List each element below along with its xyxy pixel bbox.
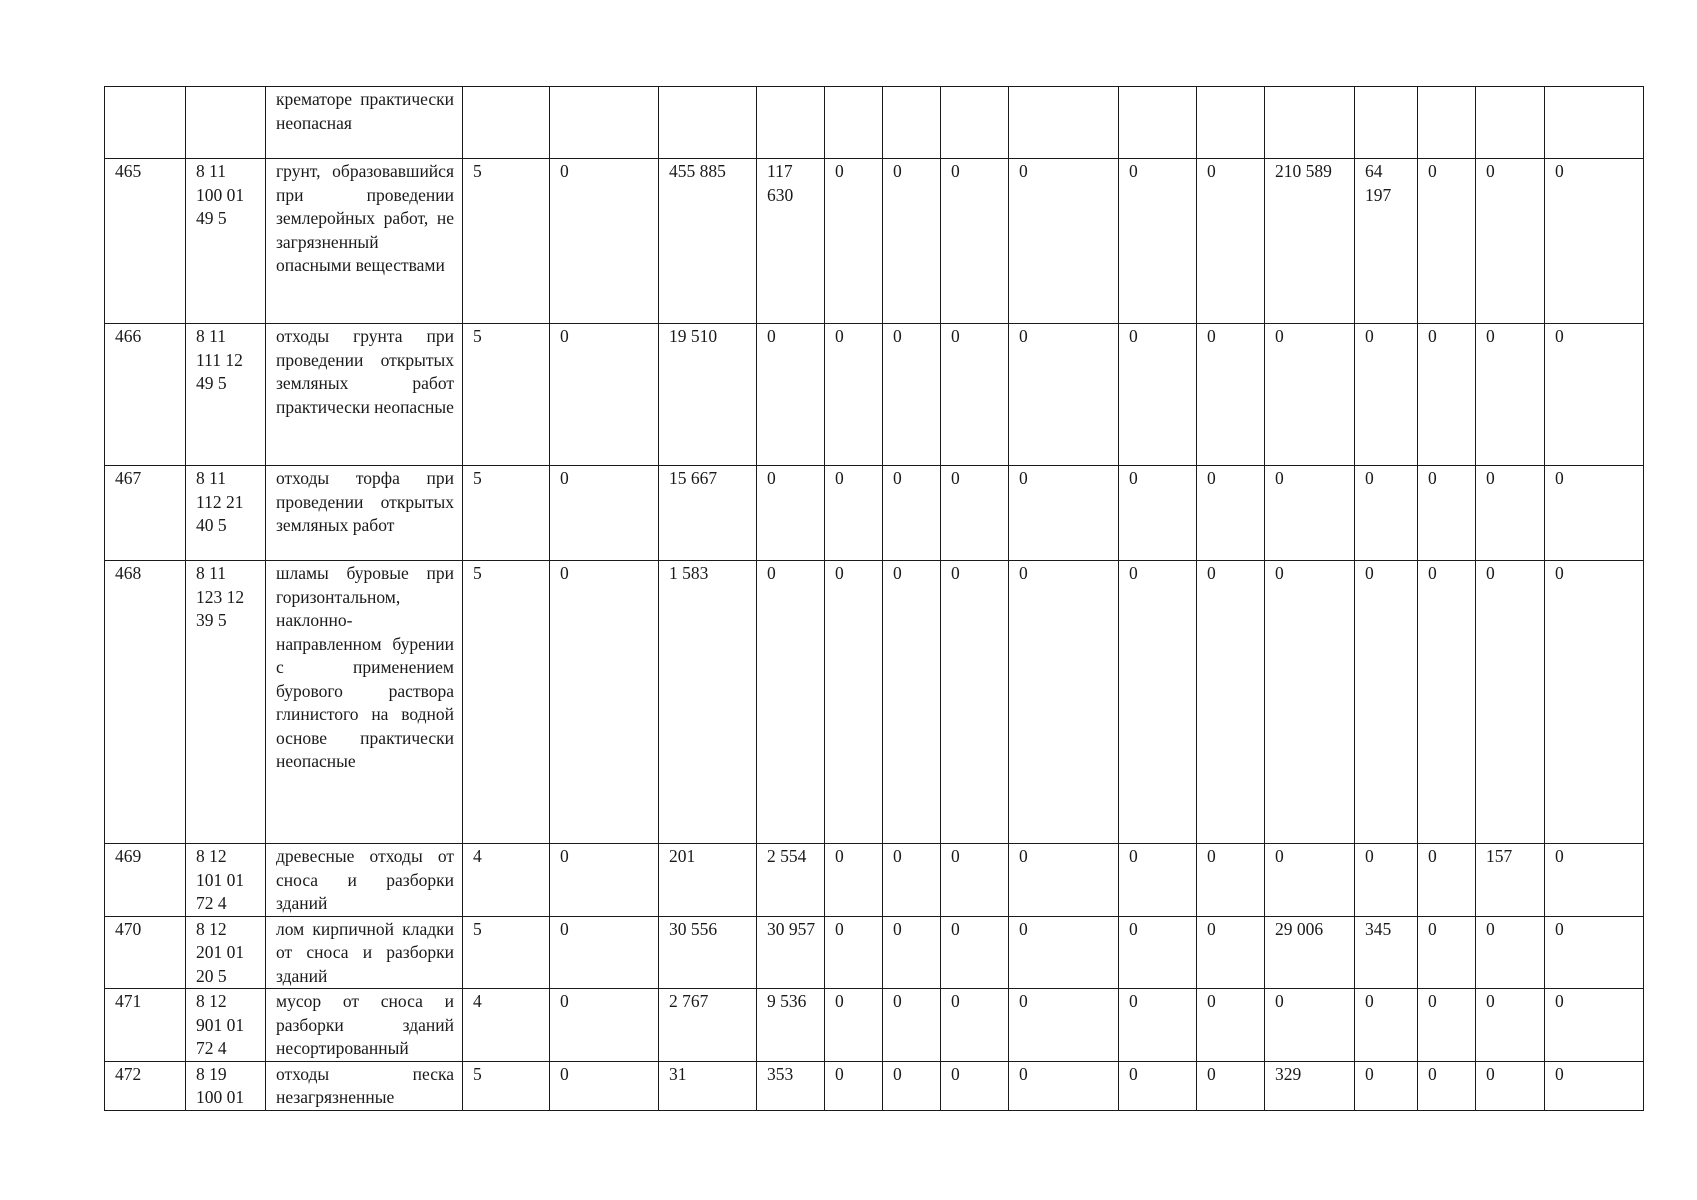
value-cell: 0 — [1009, 916, 1119, 989]
value-cell: 4 — [463, 844, 550, 917]
value-cell: 0 — [1265, 324, 1355, 466]
value-cell — [550, 87, 659, 159]
value-cell: 0 — [1119, 916, 1197, 989]
value-cell — [883, 87, 941, 159]
value-cell: 0 — [1355, 989, 1418, 1062]
value-cell: 0 — [1119, 324, 1197, 466]
value-cell: 0 — [1545, 159, 1644, 324]
value-cell: 0 — [757, 466, 825, 561]
value-cell: 30 957 — [757, 916, 825, 989]
waste-code-cell — [186, 989, 266, 1062]
waste-code-cell — [186, 916, 266, 989]
table-row — [105, 916, 1644, 989]
value-cell: 201 — [659, 844, 757, 917]
value-cell: 0 — [1355, 561, 1418, 844]
waste-code-line: 39 5 — [196, 610, 227, 630]
value-cell: 0 — [883, 561, 941, 844]
value-cell: 2 554 — [757, 844, 825, 917]
value-cell: 0 — [1418, 844, 1476, 917]
value-cell: 0 — [1418, 916, 1476, 989]
value-cell: 0 — [941, 159, 1009, 324]
value-cell: 0 — [550, 989, 659, 1062]
value-cell: 329 — [1265, 1061, 1355, 1110]
waste-code-line: 20 5 — [196, 965, 227, 986]
document-sheet — [104, 86, 1644, 1111]
value-cell: 0 — [1418, 159, 1476, 324]
value-cell: 5 — [463, 466, 550, 561]
value-cell: 210 589 — [1265, 159, 1355, 324]
row-number-cell: 469 — [105, 844, 186, 917]
value-cell: 0 — [1355, 466, 1418, 561]
value-cell: 5 — [463, 324, 550, 466]
value-cell: 455 885 — [659, 159, 757, 324]
value-cell: 0 — [1265, 561, 1355, 844]
value-cell: 0 — [1476, 159, 1545, 324]
value-cell: 345 — [1355, 916, 1418, 989]
waste-code-line: 8 11 — [196, 161, 226, 181]
value-cell — [1418, 87, 1476, 159]
row-number-cell: 470 — [105, 916, 186, 989]
value-cell: 19 510 — [659, 324, 757, 466]
value-cell: 0 — [883, 466, 941, 561]
row-number-cell: 472 — [105, 1061, 186, 1110]
value-cell: 0 — [757, 324, 825, 466]
row-number-cell: 465 — [105, 159, 186, 324]
value-cell: 0 — [1355, 324, 1418, 466]
table-body — [105, 87, 1644, 1111]
value-cell: 0 — [1197, 989, 1265, 1062]
value-cell — [757, 87, 825, 159]
value-cell: 0 — [550, 466, 659, 561]
value-cell: 0 — [550, 916, 659, 989]
value-cell: 0 — [550, 324, 659, 466]
value-cell: 0 — [941, 844, 1009, 917]
value-cell: 0 — [1265, 466, 1355, 561]
value-cell: 0 — [1265, 844, 1355, 917]
waste-code-line: 8 12 — [196, 918, 227, 939]
value-cell: 0 — [550, 844, 659, 917]
value-cell — [1119, 87, 1197, 159]
value-cell: 0 — [825, 466, 883, 561]
value-cell: 1 583 — [659, 561, 757, 844]
value-cell: 0 — [1545, 324, 1644, 466]
value-cell: 0 — [1476, 466, 1545, 561]
value-cell: 29 006 — [1265, 916, 1355, 989]
value-cell: 30 556 — [659, 916, 757, 989]
value-cell — [941, 87, 1009, 159]
row-number-cell: 468 — [105, 561, 186, 844]
waste-name-cell: шламы буровые при горизонтальном, наклонно-направленном бурении с применением бурового раствора глинистого на водной основе практически неопасные — [266, 561, 463, 844]
value-cell — [463, 87, 550, 159]
value-cell: 0 — [941, 916, 1009, 989]
value-cell: 0 — [1197, 466, 1265, 561]
waste-code-line: 901 01 — [196, 1014, 245, 1035]
value-cell: 0 — [1009, 159, 1119, 324]
waste-code-line: 40 5 — [196, 515, 227, 535]
waste-code-line: 72 4 — [196, 893, 227, 913]
waste-code-cell — [186, 561, 266, 844]
value-cell: 0 — [1009, 466, 1119, 561]
waste-name-cell: грунт, образовавшийся при проведении землеройных работ, не загрязненный опасными веществами — [266, 159, 463, 324]
value-cell — [1197, 87, 1265, 159]
value-cell: 0 — [941, 324, 1009, 466]
value-cell: 0 — [883, 324, 941, 466]
value-cell: 0 — [1476, 916, 1545, 989]
value-cell: 0 — [550, 561, 659, 844]
value-cell: 0 — [883, 159, 941, 324]
value-cell: 0 — [941, 989, 1009, 1062]
value-cell: 5 — [463, 159, 550, 324]
value-cell: 0 — [941, 561, 1009, 844]
value-cell — [1009, 87, 1119, 159]
value-cell — [1265, 87, 1355, 159]
value-cell: 0 — [1197, 916, 1265, 989]
value-cell: 0 — [1476, 324, 1545, 466]
value-cell: 353 — [757, 1061, 825, 1110]
value-cell: 5 — [463, 1061, 550, 1110]
value-cell: 0 — [1418, 1061, 1476, 1110]
value-cell: 0 — [1119, 466, 1197, 561]
waste-code-line: 8 11 — [196, 563, 226, 583]
value-cell: 0 — [1545, 1061, 1644, 1110]
value-cell: 0 — [1119, 1061, 1197, 1110]
value-cell: 0 — [1197, 561, 1265, 844]
value-cell: 0 — [825, 1061, 883, 1110]
value-cell: 5 — [463, 561, 550, 844]
value-cell — [659, 87, 757, 159]
value-cell: 0 — [883, 844, 941, 917]
waste-code-line: 49 5 — [196, 373, 227, 393]
waste-code-cell — [186, 466, 266, 561]
value-cell: 0 — [1197, 324, 1265, 466]
waste-code-line: 72 4 — [196, 1038, 227, 1058]
waste-name-cell: древесные отходы от сноса и разборки зданий — [266, 844, 463, 917]
value-cell: 0 — [550, 1061, 659, 1110]
row-number-cell — [105, 87, 186, 159]
table-row — [105, 324, 1644, 466]
value-cell: 0 — [1418, 324, 1476, 466]
waste-code-line: 100 01 — [196, 184, 245, 205]
value-cell: 2 767 — [659, 989, 757, 1062]
waste-name-cell: отходы торфа при проведении открытых земляных работ — [266, 466, 463, 561]
value-cell: 31 — [659, 1061, 757, 1110]
table-row — [105, 844, 1644, 917]
value-cell: 0 — [941, 466, 1009, 561]
table-row — [105, 1061, 1644, 1110]
value-cell: 15 667 — [659, 466, 757, 561]
value-cell: 0 — [883, 916, 941, 989]
value-cell: 0 — [1265, 989, 1355, 1062]
table-row — [105, 561, 1644, 844]
waste-name-cell: отходы песка незагрязненные — [266, 1061, 463, 1110]
value-cell: 0 — [1418, 466, 1476, 561]
value-cell — [825, 87, 883, 159]
waste-code-line: 8 12 — [196, 846, 227, 866]
value-cell: 0 — [883, 989, 941, 1062]
value-cell: 0 — [1119, 159, 1197, 324]
value-cell: 0 — [1009, 324, 1119, 466]
value-cell: 0 — [1545, 561, 1644, 844]
value-cell: 0 — [1545, 844, 1644, 917]
value-cell: 0 — [550, 159, 659, 324]
value-cell: 0 — [1355, 1061, 1418, 1110]
value-cell: 0 — [825, 844, 883, 917]
value-cell: 0 — [1476, 561, 1545, 844]
table-row — [105, 989, 1644, 1062]
waste-code-line: 8 11 — [196, 468, 226, 488]
table-row — [105, 159, 1644, 324]
value-cell: 0 — [1545, 989, 1644, 1062]
waste-code-cell — [186, 844, 266, 917]
value-cell: 0 — [941, 1061, 1009, 1110]
value-cell — [1476, 87, 1545, 159]
waste-code-line: 123 12 — [196, 586, 245, 607]
waste-code-line: 101 01 — [196, 869, 245, 890]
value-cell: 0 — [1119, 989, 1197, 1062]
waste-code-line: 8 12 — [196, 991, 227, 1011]
waste-code-cell — [186, 87, 266, 159]
value-cell: 0 — [757, 561, 825, 844]
waste-code-line: 8 19 — [196, 1063, 227, 1084]
waste-code-line: 8 11 — [196, 326, 226, 346]
value-cell: 0 — [1476, 989, 1545, 1062]
row-number-cell: 466 — [105, 324, 186, 466]
value-cell: 0 — [1418, 561, 1476, 844]
waste-table — [104, 86, 1644, 1111]
waste-code-line: 112 21 — [196, 491, 244, 512]
waste-code-cell — [186, 1061, 266, 1110]
value-cell: 0 — [1009, 844, 1119, 917]
row-number-cell: 467 — [105, 466, 186, 561]
value-cell: 0 — [1545, 916, 1644, 989]
waste-code-line: 49 5 — [196, 208, 227, 228]
value-cell: 4 — [463, 989, 550, 1062]
value-cell: 0 — [1476, 1061, 1545, 1110]
table-row — [105, 87, 1644, 159]
value-cell: 0 — [825, 989, 883, 1062]
waste-name-cell: мусор от сноса и разборки зданий несортированный — [266, 989, 463, 1062]
waste-code-line: 100 01 — [196, 1087, 245, 1107]
waste-name-cell: крематоре практически неопасная — [266, 87, 463, 159]
value-cell — [1355, 87, 1418, 159]
value-cell: 0 — [825, 159, 883, 324]
value-cell: 0 — [883, 1061, 941, 1110]
row-number-cell: 471 — [105, 989, 186, 1062]
value-cell: 0 — [1197, 1061, 1265, 1110]
value-cell: 0 — [1119, 844, 1197, 917]
table-row — [105, 466, 1644, 561]
waste-name-cell: отходы грунта при проведении открытых земляных работ практически неопасные — [266, 324, 463, 466]
waste-name-cell: лом кирпичной кладки от сноса и разборки зданий — [266, 916, 463, 989]
waste-code-line: 201 01 — [196, 942, 245, 962]
value-cell: 0 — [1009, 989, 1119, 1062]
value-cell: 0 — [825, 916, 883, 989]
value-cell: 0 — [825, 561, 883, 844]
value-cell: 117 630 — [757, 159, 825, 324]
value-cell: 157 — [1476, 844, 1545, 917]
value-cell: 5 — [463, 916, 550, 989]
waste-code-cell — [186, 324, 266, 466]
value-cell: 0 — [1009, 1061, 1119, 1110]
value-cell: 0 — [825, 324, 883, 466]
value-cell: 0 — [1197, 844, 1265, 917]
value-cell: 9 536 — [757, 989, 825, 1062]
value-cell: 0 — [1119, 561, 1197, 844]
value-cell: 0 — [1355, 844, 1418, 917]
value-cell: 64 197 — [1355, 159, 1418, 324]
value-cell: 0 — [1009, 561, 1119, 844]
waste-code-line: 111 12 — [196, 349, 243, 370]
value-cell — [1545, 87, 1644, 159]
value-cell: 0 — [1418, 989, 1476, 1062]
value-cell: 0 — [1197, 159, 1265, 324]
value-cell: 0 — [1545, 466, 1644, 561]
waste-code-cell — [186, 159, 266, 324]
